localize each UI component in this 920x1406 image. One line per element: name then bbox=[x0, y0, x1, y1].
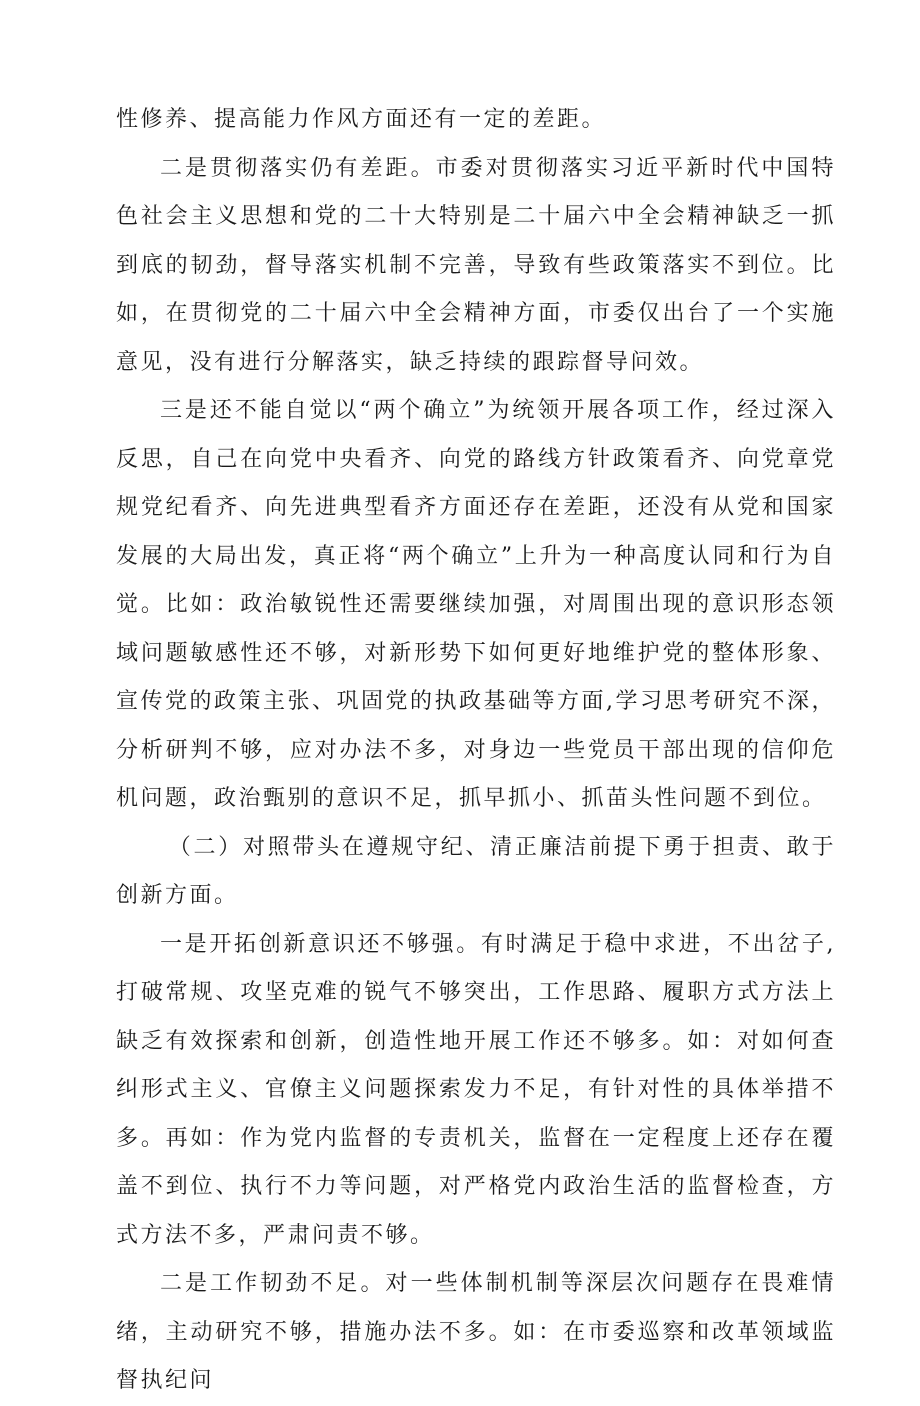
document-body bbox=[116, 96, 836, 1406]
paragraph-persistence: 二是工作韧劲不足。对一些体制机制等深层次问题存在畏难情绪，主动研究不够，措施办法不多。如：在市委巡察和改革领域监督执纪问 bbox=[116, 1271, 836, 1393]
paragraph-two-establishments: 三是还不能自觉以“两个确立”为统领开展各项工作，经过深入反思，自己在向党中央看齐、向党的路线方针政策看齐、向党章党规党纪看齐、向先进典型看齐方面还存在差距，还没有从党和国家发展的大局出发，真正将“两个确立”上升为一种高度认同和行为自觉。比如：政治敏锐性还需要继续加强，对周围出现的意识形态领域问题敏感性还不够，对新形势下如何更好地维护党的整体形象、宣传党的政策主张、巩固党的执政基础等方面,学习思考研究不深，分析研判不够，应对办法不多，对身边一些党员干部出现的信仰危机问题，政治甄别的意识不足，抓早抓小、抓苗头性问题不到位。 bbox=[116, 398, 836, 811]
paragraph-continuation: 性修养、提高能力作风方面还有一定的差距。 bbox=[116, 107, 607, 132]
paragraph-implementation-gap: 二是贯彻落实仍有差距。市委对贯彻落实习近平新时代中国特色社会主义思想和党的二十大特别是二十届六中全会精神缺乏一抓到底的韧劲，督导落实机制不完善，导致有些政策落实不到位。比如，在贯彻党的二十届六中全会精神方面，市委仅出台了一个实施意见，没有进行分解落实，缺乏持续的跟踪督导问效。 bbox=[116, 155, 836, 375]
paragraph-innovation: 一是开拓创新意识还不够强。有时满足于稳中求进，不出岔子,打破常规、攻坚克难的锐气不够突出，工作思路、履职方式方法上缺乏有效探索和创新，创造性地开展工作还不够多。如：对如何查纠形式主义、官僚主义问题探索发力不足，有针对性的具体举措不多。再如：作为党内监督的专责机关，监督在一定程度上还存在覆盖不到位、执行不力等问题，对严格党内政治生活的监督检查，方式方法不多，严肃问责不够。 bbox=[116, 931, 836, 1248]
section-heading-2: （二）对照带头在遵规守纪、清正廉洁前提下勇于担责、敢于创新方面。 bbox=[116, 834, 836, 908]
